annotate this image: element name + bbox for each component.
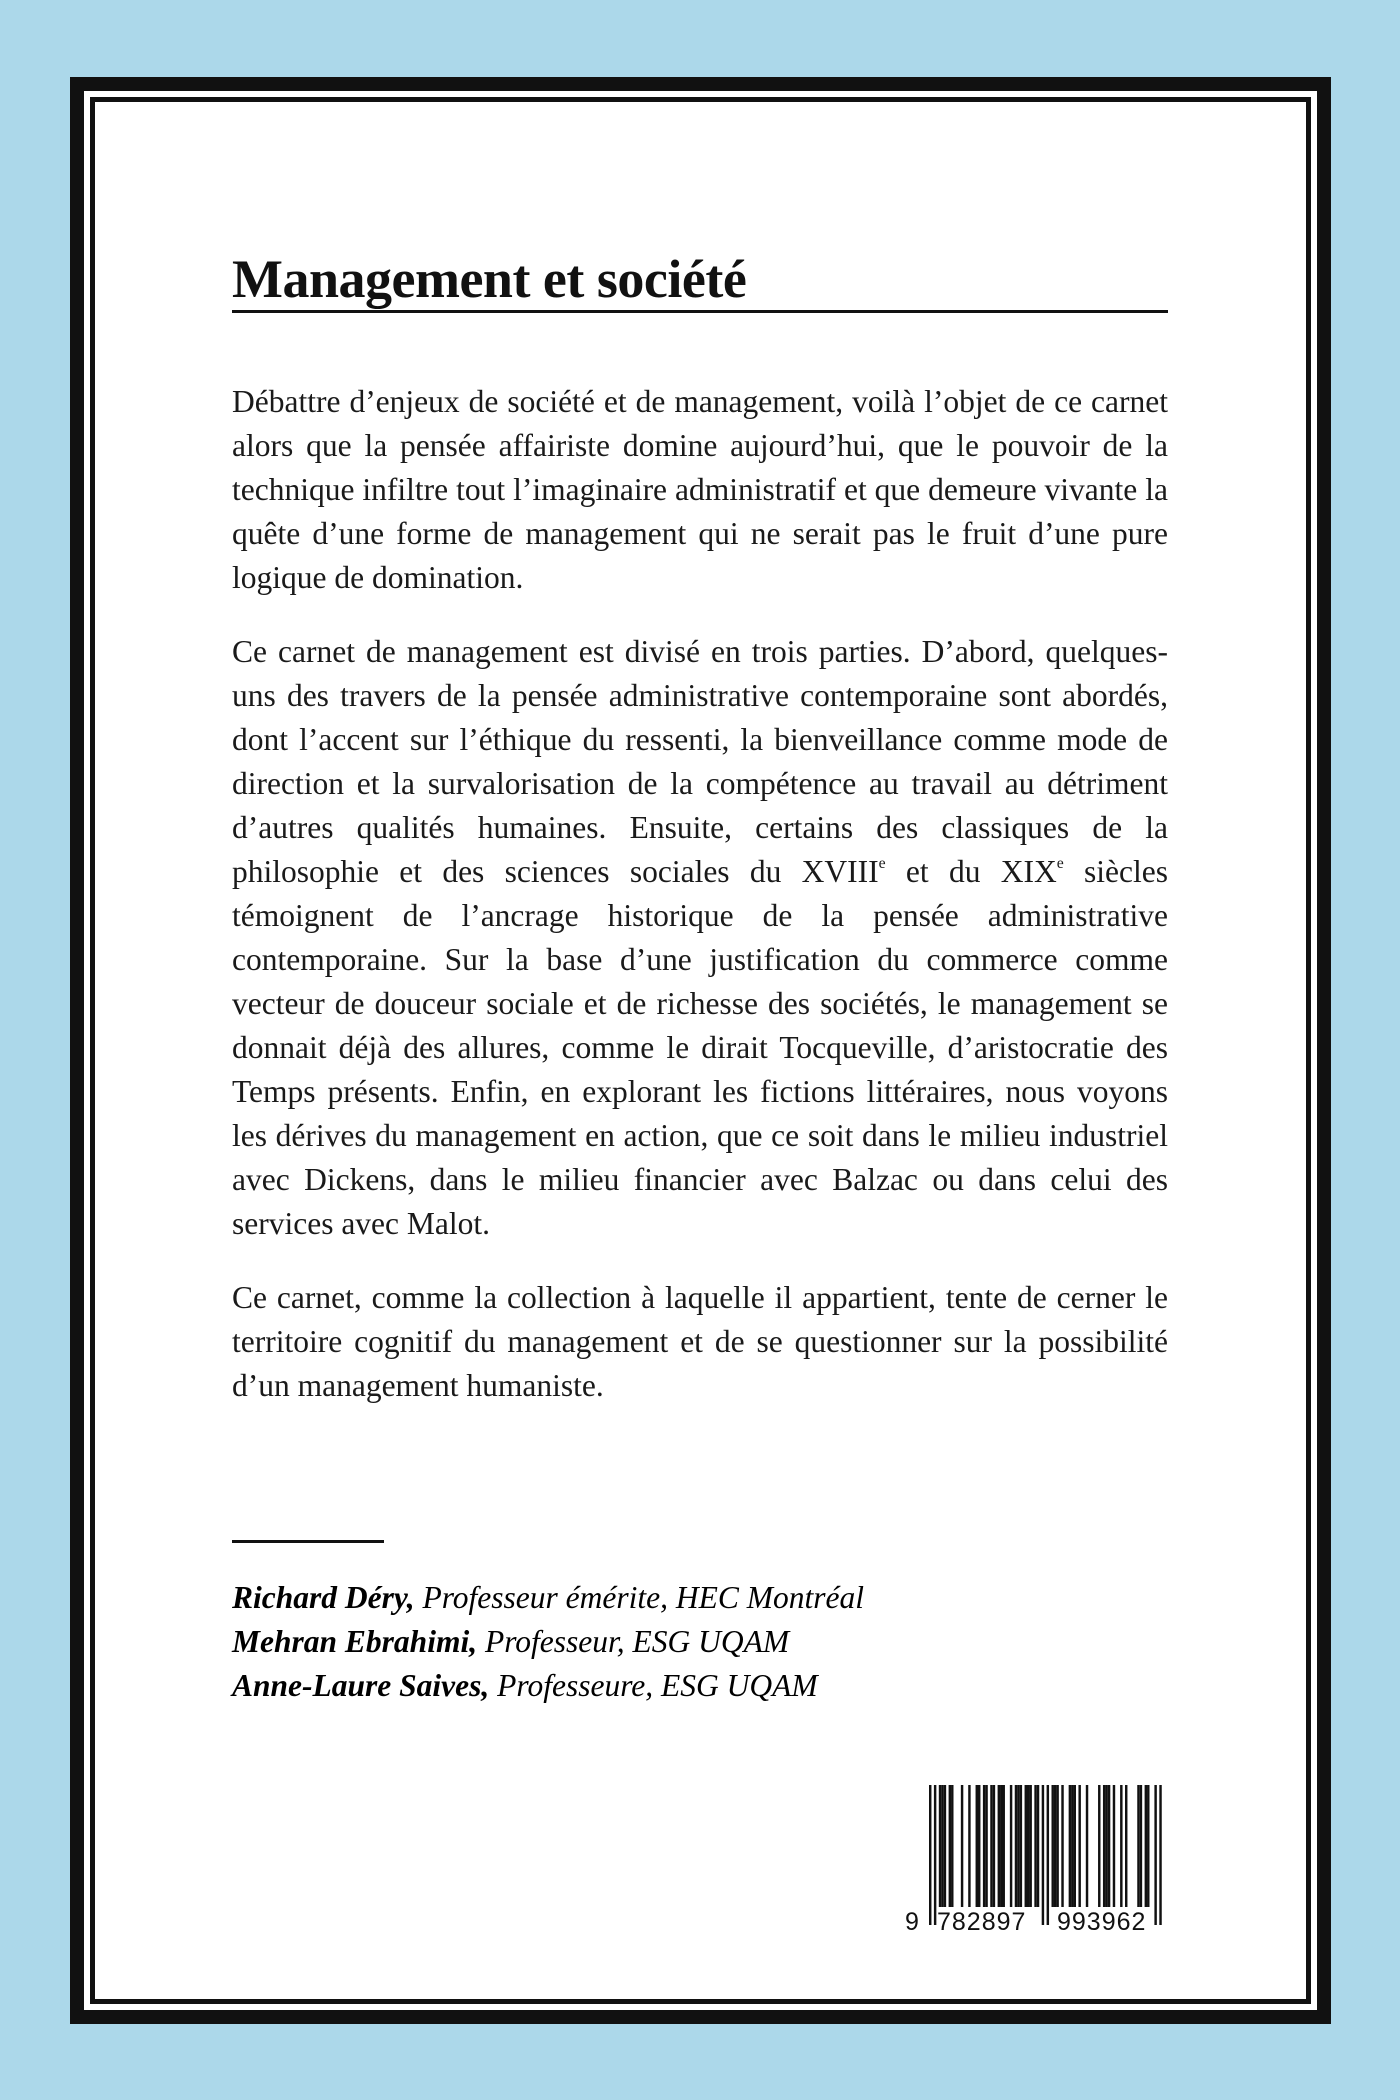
- blurb-paragraph-3: Ce carnet, comme la collection à laquelle il appartient, tente de cerner le territoire cognitif du management et de se questionner sur la possibilité d’un management humaniste.: [232, 1280, 1168, 1403]
- barcode-bar: [1147, 1785, 1149, 1907]
- barcode-bar: [929, 1785, 931, 1925]
- author-role: Professeur, ESG UQAM: [477, 1624, 790, 1659]
- author-list: [232, 1576, 864, 1708]
- barcode-bar: [1052, 1785, 1054, 1907]
- barcode-bar: [1034, 1785, 1036, 1907]
- barcode-bar: [941, 1785, 943, 1907]
- barcode-bar: [1078, 1785, 1080, 1907]
- author-line: [232, 1664, 864, 1708]
- barcode-bar: [1086, 1785, 1088, 1907]
- barcode-bar: [1145, 1785, 1147, 1907]
- barcode-bar: [1120, 1785, 1122, 1907]
- barcode-bar: [1025, 1785, 1027, 1907]
- barcode-bar: [1074, 1785, 1076, 1907]
- barcode-bar: [1010, 1785, 1012, 1907]
- barcode-bar: [1105, 1785, 1107, 1907]
- barcode-bar: [1020, 1785, 1022, 1907]
- barcode-bar: [998, 1785, 1000, 1907]
- back-cover-content: [232, 200, 1168, 1403]
- isbn-first-digit: 9: [905, 1908, 919, 1936]
- author-line: [232, 1620, 864, 1664]
- author-name: Richard Déry,: [232, 1580, 415, 1615]
- barcode-bar: [1017, 1785, 1019, 1907]
- barcode-bar: [1042, 1785, 1044, 1925]
- barcode-bar: [1003, 1785, 1005, 1907]
- barcode-bar: [983, 1785, 985, 1907]
- barcode-bar: [1140, 1785, 1142, 1907]
- barcode-bar: [1000, 1785, 1002, 1907]
- barcode-bar: [1015, 1785, 1017, 1907]
- barcode-bar: [1103, 1785, 1105, 1907]
- author-role: Professeur émérite, HEC Montréal: [414, 1580, 864, 1615]
- barcode-bar: [1037, 1785, 1039, 1907]
- barcode-bar: [985, 1785, 987, 1907]
- author-name: Anne-Laure Saives,: [232, 1668, 490, 1703]
- blurb-paragraph-2-part-c: siècles témoignent de l’ancrage historique de la pensée administrative contemporaine. Sur la base d’une justification du commerce comme vecteur de douceur sociale et de richesse des sociétés, le management se donnait déjà des allures, comme le dirait Tocqueville, d’aristocratie des Temps présents. Enfin, en explorant les fictions littéraires, nous voyons les dérives du management en action, que ce soit dans le milieu industriel avec Dickens, dans le milieu financier avec Balzac ou dans celui des services avec Malot.: [232, 854, 1168, 1241]
- author-line: [232, 1576, 864, 1620]
- barcode-bar: [976, 1785, 978, 1907]
- title-row: [232, 200, 1168, 309]
- barcode-bar: [1061, 1785, 1063, 1907]
- isbn-group-2: 993962: [1057, 1908, 1147, 1936]
- title-underline: [232, 310, 1168, 313]
- barcode-bar: [1069, 1785, 1071, 1907]
- blurb-paragraph-1: Débattre d’enjeux de société et de management, voilà l’objet de ce carnet alors que la pensée affairiste domine aujourd’hui, que le pouvoir de la technique infiltre tout l’imaginaire administratif et que demeure vivante la quête d’une forme de management qui ne serait pas le fruit d’une pure logique de domination.: [232, 384, 1168, 595]
- barcode-bar: [1108, 1785, 1110, 1907]
- book-title: Management et société: [232, 249, 747, 309]
- signature-divider: [232, 1540, 384, 1543]
- isbn-digits: [905, 1907, 1173, 1937]
- superscript-e-1: e: [878, 854, 886, 872]
- barcode-bar: [1113, 1785, 1115, 1907]
- barcode-bar: [944, 1785, 946, 1907]
- barcode-bar: [1029, 1785, 1031, 1907]
- barcode-bar: [968, 1785, 970, 1907]
- barcode-bar: [1125, 1785, 1127, 1907]
- superscript-e-2: e: [1056, 854, 1064, 872]
- blurb-paragraph-2-part-b: et du XIX: [885, 854, 1057, 889]
- barcode-bar: [1047, 1785, 1049, 1925]
- author-name: Mehran Ebrahimi,: [232, 1624, 478, 1659]
- barcode-bar: [949, 1785, 951, 1907]
- isbn-group-1: 782897: [937, 1908, 1027, 1936]
- barcode-bar: [1027, 1785, 1029, 1907]
- barcode-bar: [1071, 1785, 1073, 1907]
- barcode-bar: [934, 1785, 936, 1925]
- barcode-bar: [961, 1785, 963, 1907]
- author-role: Professeure, ESG UQAM: [489, 1668, 818, 1703]
- blurb-paragraph-2: [232, 630, 1168, 1246]
- barcode-bar: [951, 1785, 953, 1907]
- barcode-bar: [990, 1785, 992, 1907]
- barcode-bar: [1056, 1785, 1058, 1907]
- barcode-bar: [1054, 1785, 1056, 1907]
- isbn-barcode: [905, 1785, 1173, 1945]
- barcode-bar: [978, 1785, 980, 1907]
- barcode-bar: [1159, 1785, 1161, 1925]
- blurb-paragraph-2-part-a: Ce carnet de management est divisé en trois parties. D’abord, quelques-uns des travers de la pensée administrative contemporaine sont abordés, dont l’accent sur l’éthique du ressenti, la bienveillance comme mode de direction et la survalorisation de la compétence au travail au détriment d’autres qualités humaines. Ensuite, certains des classiques de la philosophie et des sciences sociales du XVIII: [232, 634, 1168, 889]
- barcode-bar: [1098, 1785, 1100, 1907]
- barcode-bar: [1137, 1785, 1139, 1907]
- barcode-bar: [993, 1785, 995, 1907]
- blurb-text: [232, 380, 1168, 1438]
- barcode-bar: [1154, 1785, 1156, 1925]
- barcode-bar: [939, 1785, 941, 1907]
